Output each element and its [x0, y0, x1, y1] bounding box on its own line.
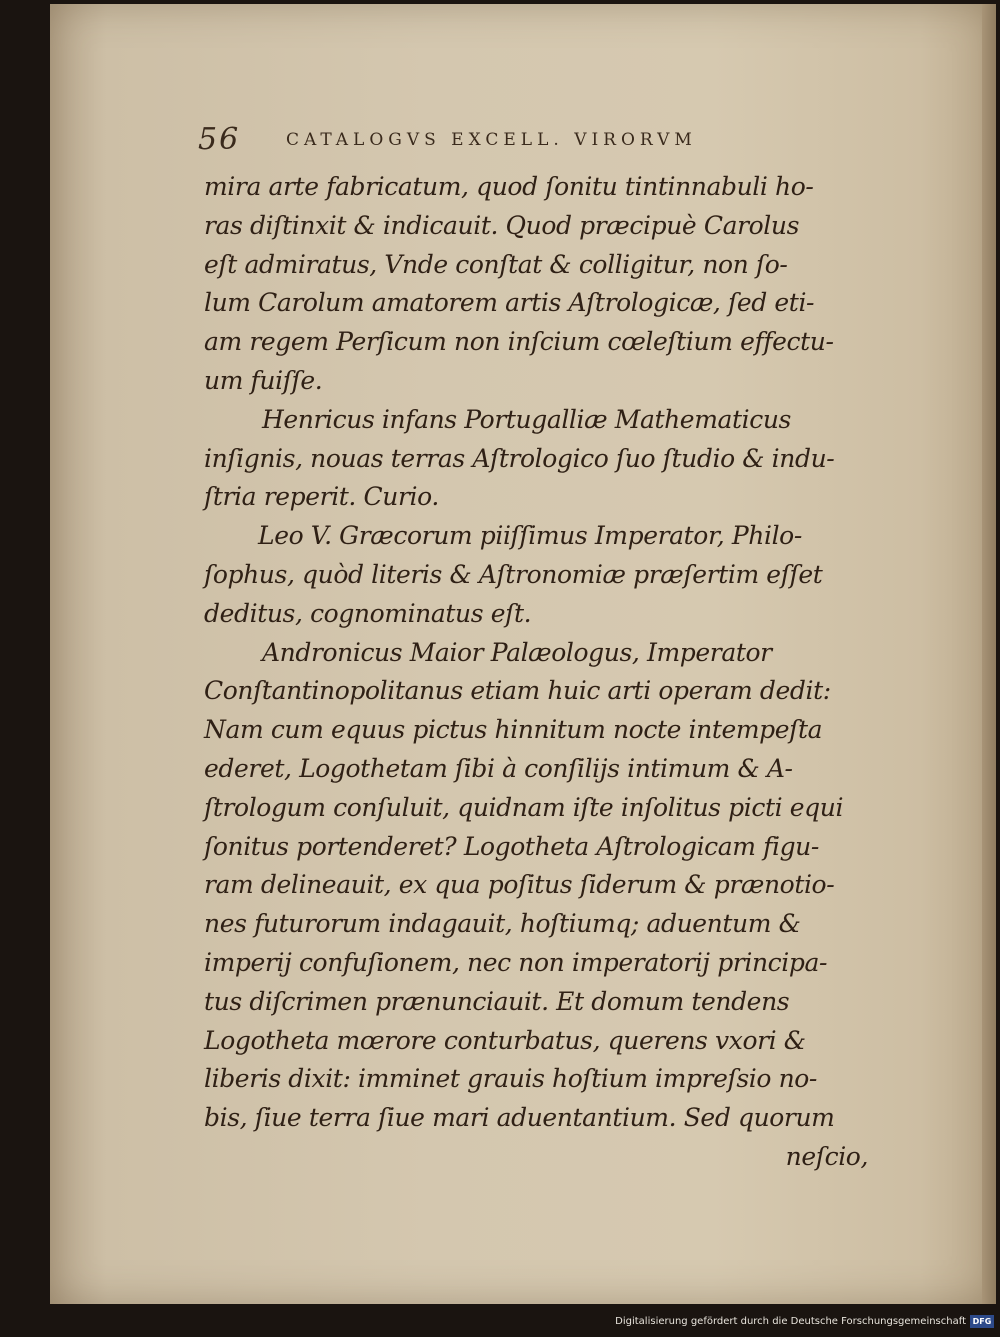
text-line: um fuiſſe.	[204, 365, 323, 395]
digitization-footer	[0, 1310, 1000, 1337]
text-line: eſt admiratus, Vnde conſtat & colligitur, non ſo-	[204, 249, 788, 279]
body-text	[204, 168, 868, 1177]
text-line: am regem Perſicum non inſcium cœleſtium effectu-	[204, 327, 834, 357]
running-head-title: CATALOGVS EXCELL. VIRORVM	[286, 130, 697, 150]
text-line: Henricus infans Portugalliæ Mathematicus	[262, 404, 791, 434]
text-line: lum Carolum amatorem artis Aſtrologicæ, ſed eti-	[204, 288, 815, 318]
text-line: Leo V. Græcorum piiſſimus Imperator, Philo-	[258, 521, 802, 551]
text-line: ram delineauit, ex qua poſitus ſiderum & prænotio-	[204, 870, 835, 900]
text-line: ſtria reperit. Curio.	[204, 482, 439, 512]
text-line: Conſtantinopolitanus etiam huic arti operam dedit:	[204, 676, 831, 706]
text-line: Andronicus Maior Palæologus, Imperator	[262, 637, 772, 667]
text-line: ſonitus portenderet? Logotheta Aſtrologicam figu-	[204, 831, 819, 861]
page-edge	[982, 4, 996, 1304]
page-number: 56	[198, 122, 241, 157]
dfg-logo: DFG	[970, 1315, 994, 1328]
text-line: deditus, cognominatus eſt.	[204, 598, 532, 628]
text-line: ſophus, quòd literis & Aſtronomiæ præſertim eſſet	[204, 559, 823, 589]
text-line: liberis dixit: imminet grauis hoſtium impreſsio no-	[204, 1064, 817, 1094]
text-line: bis, ſiue terra ſiue mari aduentantium. Sed quorum	[204, 1103, 835, 1133]
text-line: imperij confuſionem, nec non imperatorij principa-	[204, 947, 827, 977]
text-line: ſtrologum conſuluit, quidnam iſte inſolitus picti equi	[204, 792, 844, 822]
text-line: Logotheta mœrore conturbatus, querens vxori &	[204, 1025, 806, 1055]
catchword: neſcio,	[785, 1141, 868, 1171]
text-line: inſignis, nouas terras Aſtrologico ſuo ſtudio & indu-	[204, 443, 835, 473]
text-line: tus diſcrimen prænunciauit. Et domum tendens	[204, 986, 790, 1016]
text-line: ederet, Logothetam ſibi à conſilijs intimum & A-	[204, 753, 793, 783]
text-line: Nam cum equus pictus hinnitum nocte intempeſta	[204, 715, 823, 745]
footer-credit: Digitalisierung gefördert durch die Deutsche Forschungsgemeinschaft	[615, 1316, 966, 1327]
text-line: mira arte fabricatum, quod ſonitu tintinnabuli ho-	[204, 172, 814, 201]
text-line: nes futurorum indagauit, hoſtiumq; aduentum &	[204, 909, 801, 939]
running-head	[198, 122, 838, 157]
text-line: ras diſtinxit & indicauit. Quod præcipuè Carolus	[204, 210, 800, 240]
